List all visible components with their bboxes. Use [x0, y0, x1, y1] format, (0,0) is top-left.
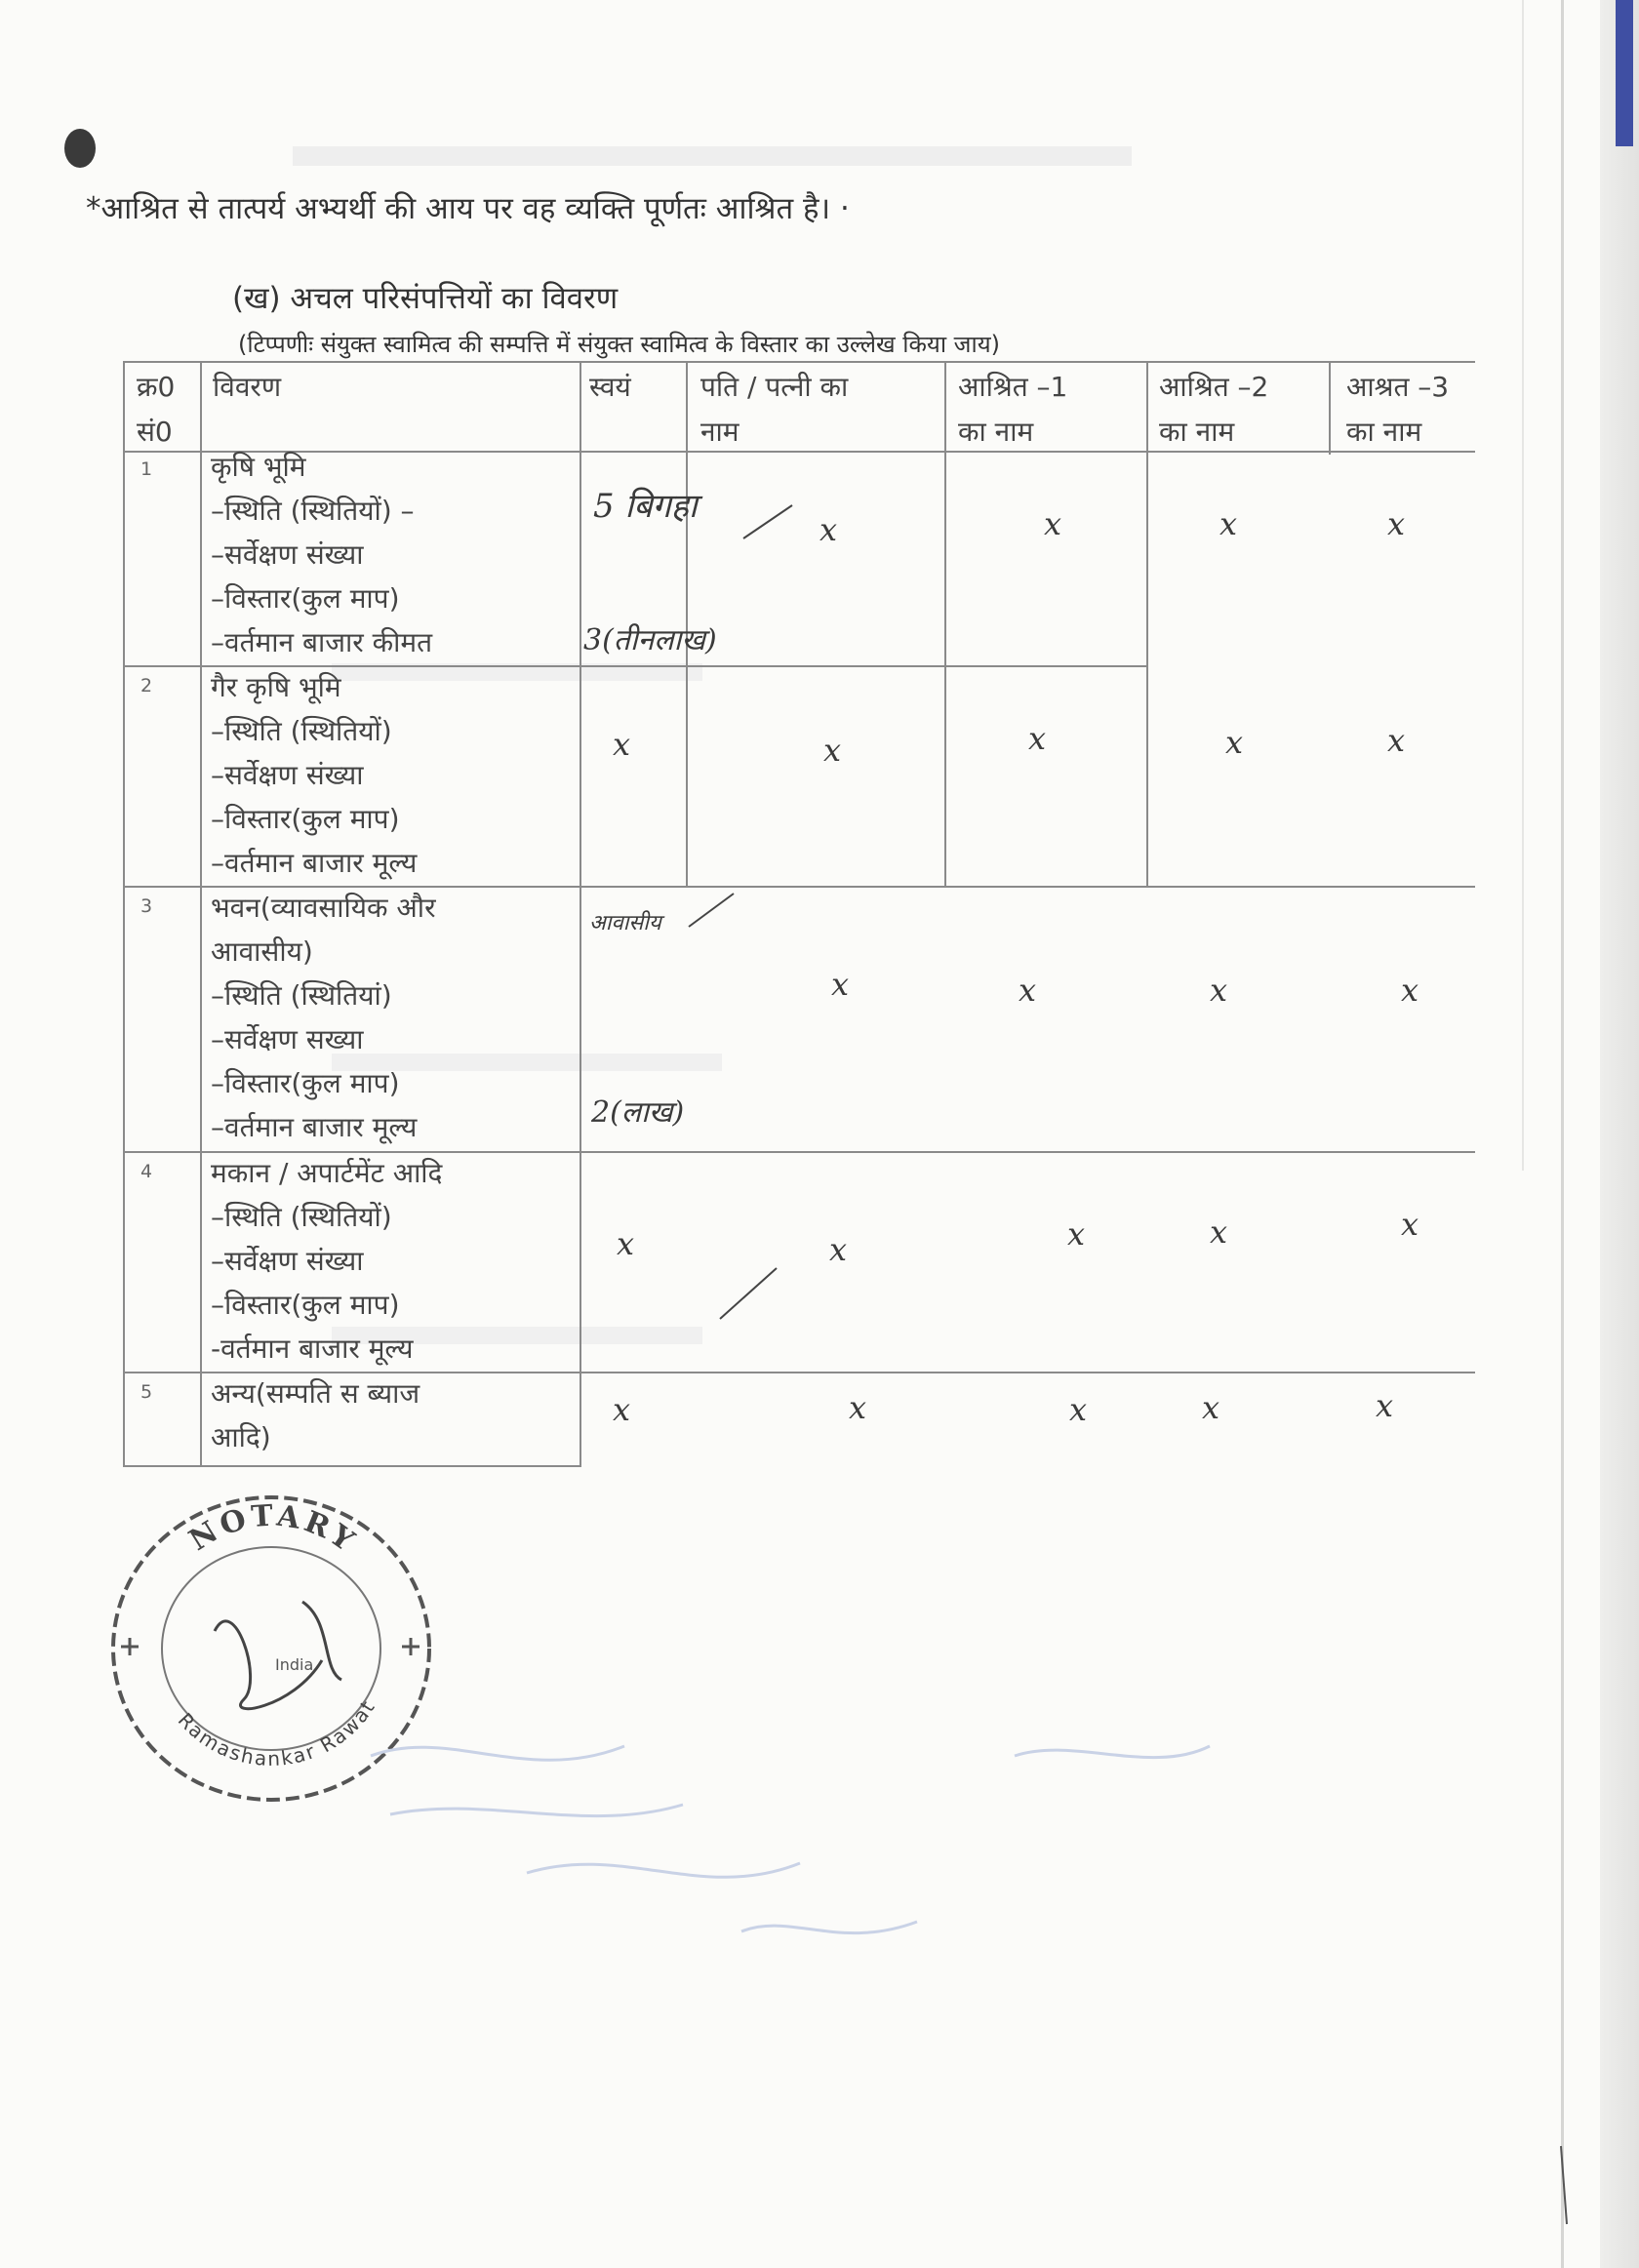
header-dependent-3: आश्रत –3 का नाम: [1346, 371, 1450, 448]
handwritten-entry: 3(तीनलाख): [583, 623, 717, 657]
cross-mark: x: [1225, 724, 1244, 761]
row-sno: 4: [140, 1161, 153, 1182]
header-dependent-1: आश्रित –1 का नाम: [958, 371, 1068, 448]
pen-stroke: [720, 1268, 777, 1319]
cross-mark: x: [823, 732, 842, 769]
section-title: (ख) अचल परिसंपत्तियों का विवरण: [232, 281, 619, 316]
cross-mark: x: [1202, 1389, 1220, 1426]
handwritten-entry: 2(लाख): [591, 1095, 685, 1130]
row-sno: 1: [140, 458, 153, 480]
row-details: अन्य(सम्पति स ब्याज आदि): [211, 1377, 420, 1453]
pen-stroke: [743, 505, 792, 538]
cross-mark: x: [829, 1231, 848, 1268]
row-sno: 2: [140, 675, 153, 696]
cross-mark: x: [1069, 1391, 1088, 1428]
stamp-bottom-text: Ramashankar Rawat: [173, 1694, 380, 1771]
row-details: कृषि भूमि –स्थिति (स्थितियों) – –सर्वेक्षण संख्या –विस्तार(कुल माप) –वर्तमान बाजार कीमत: [211, 451, 433, 658]
pen-stroke: [689, 894, 734, 927]
cross-mark: x: [1219, 505, 1238, 542]
cross-mark: x: [1044, 505, 1062, 542]
cross-mark: x: [613, 1391, 631, 1428]
header-sno: क्र0 सं0: [137, 371, 176, 448]
row-sno: 3: [140, 895, 153, 917]
cross-mark: x: [1210, 1214, 1228, 1251]
header-self: स्वयं: [589, 371, 631, 403]
cross-mark: x: [1019, 972, 1037, 1009]
bleed-signature: [332, 1717, 1268, 1970]
cross-mark: x: [820, 511, 838, 548]
handwritten-entry: आवासीय: [589, 911, 661, 935]
cross-mark: x: [1067, 1215, 1086, 1253]
cross-mark: x: [617, 1225, 635, 1262]
header-details: विवरण: [213, 371, 282, 403]
row-sno: 5: [140, 1381, 153, 1403]
row-details: भवन(व्यावसायिक और आवासीय) –स्थिति (स्थितियां) –सर्वेक्षण सख्या –विस्तार(कुल माप) –वर्तमान बाजार मूल्य: [211, 892, 436, 1143]
cross-mark: x: [1401, 972, 1419, 1009]
header-dependent-2: आश्रित –2 का नाम: [1159, 371, 1269, 448]
stamp-center-text: India: [275, 1655, 314, 1674]
cross-mark: x: [1387, 505, 1406, 542]
cross-mark: x: [1376, 1387, 1394, 1424]
cross-mark: x: [849, 1389, 867, 1426]
cross-mark: x: [613, 726, 631, 763]
section-note: (टिप्पणीः संयुक्त स्वामित्व की सम्पत्ति में संयुक्त स्वामित्व के विस्तार का उल्लेख किया जाय): [238, 331, 1000, 358]
blue-tab: [1616, 0, 1633, 146]
row-details: गैर कृषि भूमि –स्थिति (स्थितियों) –सर्वेक्षण संख्या –विस्तार(कुल माप) –वर्तमान बाजार मूल्य: [211, 671, 418, 879]
cross-mark: x: [1387, 722, 1406, 759]
footnote: *आश्रित से तात्पर्य अभ्यर्थी की आय पर वह व्यक्ति पूर्णतः आश्रित है। ·: [86, 191, 850, 226]
cross-mark: x: [1401, 1206, 1419, 1243]
cross-mark: x: [1210, 972, 1228, 1009]
page-edge: [1600, 0, 1639, 2268]
stamp-top-text: NOTARY: [182, 1498, 364, 1561]
pen-stroke: [1561, 2146, 1567, 2224]
row-details: मकान / अपार्टमेंट आदि –स्थिति (स्थितियों) –सर्वेक्षण संख्या –विस्तार(कुल माप) -वर्तमान बाजार मूल्य: [211, 1157, 443, 1365]
cross-mark: x: [1028, 720, 1047, 757]
handwritten-entry: 5 बिगहा: [593, 487, 698, 526]
header-spouse: पति / पत्नी का नाम: [700, 371, 849, 448]
cross-mark: x: [831, 966, 850, 1003]
